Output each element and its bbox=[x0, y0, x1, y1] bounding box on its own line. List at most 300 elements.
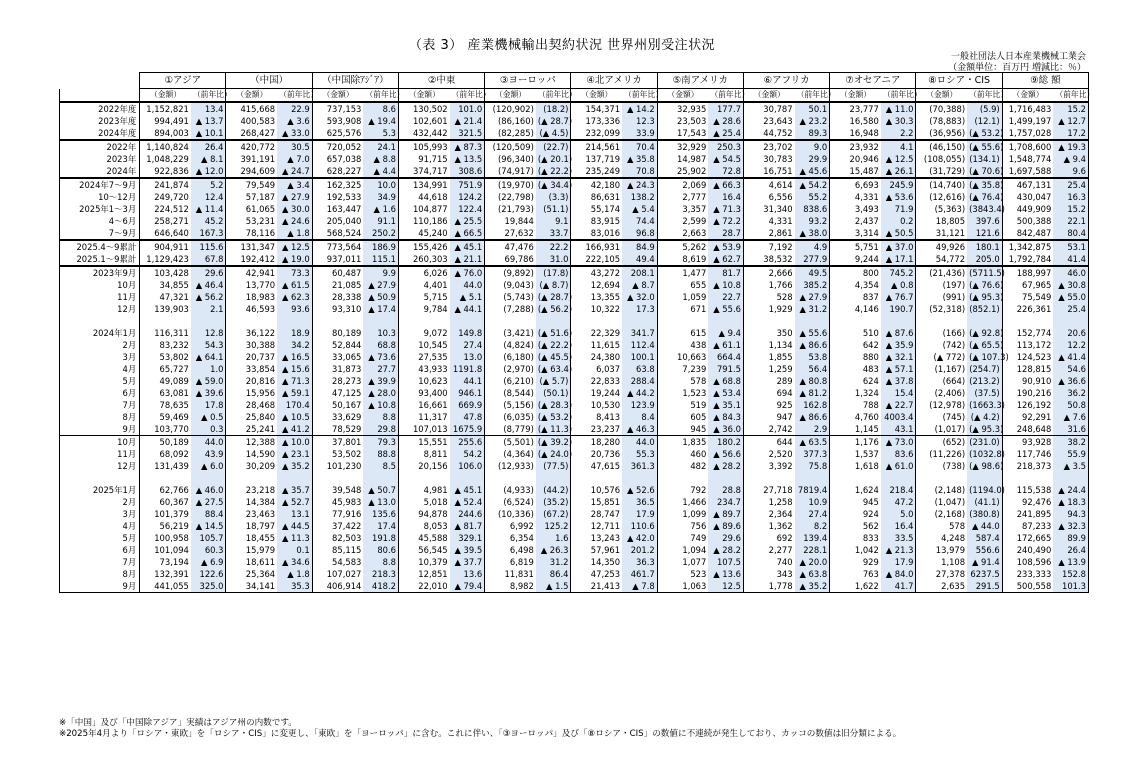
pct-cell: 60.3 bbox=[191, 544, 226, 556]
amount-cell: 69,786 bbox=[504, 254, 534, 264]
table-row bbox=[60, 279, 1089, 291]
amount-cell: 1,342,875 bbox=[1002, 240, 1053, 253]
amount-cell: 2,861 bbox=[768, 228, 793, 238]
pct-cell: (77.5) bbox=[536, 460, 571, 472]
amount-cell: 10,322 bbox=[590, 304, 621, 314]
amount-cell: (12,616) bbox=[929, 192, 966, 202]
amount-cell bbox=[485, 315, 536, 327]
row-label: 7～9月 bbox=[60, 227, 140, 240]
amount-cell: 1,622 bbox=[830, 580, 881, 593]
pct-cell: 115.6 bbox=[191, 240, 226, 253]
pct-cell: ▲ 4.4 bbox=[363, 165, 398, 178]
table-row bbox=[60, 178, 1089, 191]
amount-cell: 15,979 bbox=[245, 545, 276, 555]
amount-cell: 172,665 bbox=[1016, 533, 1052, 543]
header-corner-sub bbox=[60, 89, 140, 103]
pct-cell: ▲ 30.0 bbox=[277, 203, 312, 215]
table-body bbox=[60, 102, 1089, 593]
amount-cell: 7,239 bbox=[682, 364, 707, 374]
amount-cell: 12,711 bbox=[590, 521, 621, 531]
footnote-1: ※「中国」及び「中国除アジア」実績はアジア州の内数です。 bbox=[59, 718, 297, 728]
amount-cell: 30,209 bbox=[245, 461, 276, 471]
pct-cell bbox=[881, 315, 916, 327]
pct-cell: ▲ 46.4 bbox=[191, 279, 226, 291]
pct-cell: 38.2 bbox=[1053, 436, 1088, 449]
pct-cell: ▲ 39.5 bbox=[450, 544, 485, 556]
pct-cell: 13.0 bbox=[450, 351, 485, 363]
pct-cell: (852.1) bbox=[967, 303, 1002, 315]
amount-cell: (12,978) bbox=[929, 400, 966, 410]
amount-cell: 3,493 bbox=[854, 204, 879, 214]
amount-cell: 5,018 bbox=[423, 497, 448, 507]
amount-cell: 17,543 bbox=[677, 128, 707, 138]
pct-subheader: （前年比） bbox=[450, 89, 485, 103]
pct-cell: ▲ 57.1 bbox=[881, 363, 916, 375]
row-label: 3月 bbox=[60, 508, 140, 520]
pct-cell: (134.1) bbox=[967, 153, 1002, 165]
amount-cell: 11,317 bbox=[418, 412, 448, 422]
amount-cell: (21,793) bbox=[498, 204, 534, 214]
pct-cell: (▲ 24.0) bbox=[537, 449, 573, 459]
region-header: ⑧ロシア・CIS bbox=[916, 73, 1002, 89]
amount-cell: 10,623 bbox=[418, 376, 448, 386]
pct-cell: ▲ 55.6 bbox=[795, 327, 830, 339]
amount-cell: (120,902) bbox=[485, 102, 536, 115]
pct-cell: 397.6 bbox=[967, 215, 1002, 227]
pct-cell: 162.8 bbox=[795, 399, 830, 411]
pct-cell: 587.4 bbox=[967, 532, 1002, 544]
pct-cell: (▲ 65.5) bbox=[969, 340, 1004, 350]
pct-cell: 325.0 bbox=[191, 580, 226, 593]
pct-cell: ▲ 72.2 bbox=[708, 215, 743, 227]
amount-cell: 23,218 bbox=[245, 485, 276, 495]
pct-cell: (▲ 55.6) bbox=[969, 142, 1004, 152]
amount-cell: 14,590 bbox=[245, 449, 276, 459]
amount-cell: (11,226) bbox=[929, 449, 966, 459]
pct-cell: ▲ 6.0 bbox=[191, 460, 226, 472]
amount-cell: 1,929 bbox=[768, 304, 793, 314]
pct-cell: ▲ 23.2 bbox=[795, 115, 830, 127]
amount-cell: 374,717 bbox=[412, 166, 448, 176]
amount-cell: 3,314 bbox=[854, 228, 879, 238]
pct-cell: (▲ 56.2) bbox=[537, 304, 573, 314]
pct-cell bbox=[191, 472, 226, 484]
pct-cell: 669.9 bbox=[450, 399, 485, 411]
pct-cell: (▲ 20.1) bbox=[537, 154, 573, 164]
amount-cell: 1,108 bbox=[941, 557, 966, 567]
pct-cell: ▲ 44.1 bbox=[450, 303, 485, 315]
pct-cell: (▲ 35.8) bbox=[969, 180, 1004, 190]
amount-cell: 63,081 bbox=[159, 388, 189, 398]
pct-cell: ▲ 8.8 bbox=[363, 153, 398, 165]
pct-cell: 385.2 bbox=[795, 279, 830, 291]
amount-cell: 61,065 bbox=[245, 204, 276, 214]
pct-cell: (▲ 51.6) bbox=[537, 328, 573, 338]
amount-cell: 205,040 bbox=[326, 216, 362, 226]
amount-cell: 4,331 bbox=[854, 192, 879, 202]
pct-cell: ▲ 35.8 bbox=[622, 153, 657, 165]
amount-cell: 657,038 bbox=[326, 154, 362, 164]
pct-cell: 123.9 bbox=[622, 399, 657, 411]
amount-cell: 53,502 bbox=[332, 449, 362, 459]
amount-cell: 59,469 bbox=[159, 412, 189, 422]
row-label: 9月 bbox=[60, 580, 140, 593]
amount-cell: (86,160) bbox=[498, 116, 534, 126]
pct-cell: 13.4 bbox=[191, 102, 226, 115]
amount-cell: 8,413 bbox=[596, 412, 621, 422]
amount-cell: 578 bbox=[949, 521, 966, 531]
pct-cell: ▲ 30.8 bbox=[1053, 279, 1088, 291]
pct-cell: (▲ 53.2) bbox=[537, 412, 573, 422]
pct-cell: 139.4 bbox=[795, 532, 830, 544]
pct-cell: 15.2 bbox=[1053, 203, 1088, 215]
amount-cell: 218,373 bbox=[1016, 461, 1052, 471]
table-row bbox=[60, 423, 1089, 436]
amount-cell: 152,774 bbox=[1016, 328, 1052, 338]
pct-cell: 4.9 bbox=[795, 240, 830, 253]
amount-subheader: （金額） bbox=[916, 89, 967, 103]
amount-cell: 19,844 bbox=[504, 216, 534, 226]
pct-cell: ▲ 28.0 bbox=[363, 387, 398, 399]
amount-cell: 103,428 bbox=[140, 266, 191, 279]
pct-cell: ▲ 87.6 bbox=[881, 327, 916, 339]
pct-cell: ▲ 53.4 bbox=[708, 387, 743, 399]
table-row bbox=[60, 484, 1089, 496]
pct-cell: 791.5 bbox=[708, 363, 743, 375]
amount-cell: 134,991 bbox=[398, 178, 449, 191]
pct-cell: 88.8 bbox=[363, 448, 398, 460]
amount-cell: 6,819 bbox=[509, 557, 534, 567]
pct-cell: 27.7 bbox=[363, 363, 398, 375]
row-label: 7月 bbox=[60, 556, 140, 568]
pct-cell bbox=[277, 315, 312, 327]
amount-cell: 350 bbox=[776, 328, 793, 338]
pct-cell: 86.4 bbox=[536, 568, 571, 580]
amount-cell: 60,487 bbox=[312, 266, 363, 279]
amount-cell: 10,379 bbox=[418, 557, 448, 567]
pct-cell: 191.8 bbox=[363, 532, 398, 544]
amount-cell: 47,615 bbox=[590, 461, 621, 471]
row-label: 2025.1～9累計 bbox=[60, 253, 140, 266]
amount-cell: 52,844 bbox=[332, 340, 362, 350]
pct-cell: ▲ 1.8 bbox=[277, 227, 312, 240]
pct-cell: 45.2 bbox=[191, 215, 226, 227]
amount-cell: (120,509) bbox=[485, 140, 536, 153]
pct-cell: 47.2 bbox=[881, 496, 916, 508]
pct-cell: (17.8) bbox=[536, 266, 571, 279]
amount-cell: 60,367 bbox=[159, 497, 189, 507]
pct-cell: 0.3 bbox=[191, 423, 226, 436]
pct-cell: 13.1 bbox=[277, 508, 312, 520]
amount-cell: 1,537 bbox=[854, 449, 879, 459]
pct-cell: 44.1 bbox=[450, 375, 485, 387]
amount-cell: 925 bbox=[776, 400, 793, 410]
pct-cell: 250.2 bbox=[363, 227, 398, 240]
pct-cell: ▲ 24.4 bbox=[1053, 484, 1088, 496]
amount-cell: 510 bbox=[862, 328, 879, 338]
amount-cell: 2,437 bbox=[854, 216, 879, 226]
table-row bbox=[60, 399, 1089, 411]
pct-cell: 125.2 bbox=[536, 520, 571, 532]
amount-cell: 25,902 bbox=[677, 166, 707, 176]
pct-cell: ▲ 27.5 bbox=[191, 496, 226, 508]
pct-cell: ▲ 35.2 bbox=[277, 460, 312, 472]
pct-cell: ▲ 46.3 bbox=[622, 423, 657, 436]
amount-cell: 1,477 bbox=[657, 266, 708, 279]
amount-cell: 837 bbox=[862, 292, 879, 302]
pct-cell: ▲ 41.2 bbox=[277, 423, 312, 436]
pct-cell: 177.7 bbox=[708, 102, 743, 115]
pct-cell: 73.3 bbox=[277, 266, 312, 279]
pct-cell: (▲ 107.3) bbox=[969, 352, 1009, 362]
pct-cell: 2.1 bbox=[191, 303, 226, 315]
amount-cell: 1,324 bbox=[854, 388, 879, 398]
pct-cell: 25.4 bbox=[1053, 178, 1088, 191]
amount-cell: 922,836 bbox=[154, 166, 189, 176]
amount-cell: 45,983 bbox=[332, 497, 362, 507]
pct-cell: 68.8 bbox=[363, 339, 398, 351]
pct-cell: (▲ 63.4) bbox=[537, 364, 573, 374]
amount-cell: 4,614 bbox=[743, 178, 794, 191]
pct-cell: ▲ 61.0 bbox=[881, 460, 916, 472]
table-row bbox=[60, 240, 1089, 253]
pct-cell: ▲ 54.5 bbox=[708, 153, 743, 165]
pct-cell: ▲ 35.7 bbox=[277, 484, 312, 496]
table-row bbox=[60, 315, 1089, 327]
pct-cell: (▲ 11.3) bbox=[537, 424, 573, 434]
amount-cell: (2,406) bbox=[934, 388, 966, 398]
amount-cell: 67,965 bbox=[1022, 280, 1052, 290]
pct-cell: (▲ 53.2) bbox=[969, 128, 1004, 138]
amount-cell: 32,935 bbox=[657, 102, 708, 115]
amount-subheader: （金額） bbox=[485, 89, 536, 103]
amount-cell: 773,564 bbox=[312, 240, 363, 253]
pct-cell: ▲ 14.2 bbox=[622, 102, 657, 115]
pct-cell: 83.6 bbox=[881, 448, 916, 460]
pct-cell: 44.0 bbox=[450, 279, 485, 291]
amount-cell: 2,599 bbox=[682, 216, 707, 226]
amount-cell: 104,877 bbox=[412, 204, 448, 214]
amount-cell: 1,548,774 bbox=[1008, 154, 1052, 164]
region-header: ①アジア bbox=[140, 73, 226, 89]
pct-cell: ▲ 12.7 bbox=[1053, 115, 1088, 127]
region-header: ②中東 bbox=[398, 73, 484, 89]
pct-cell: 96.8 bbox=[622, 227, 657, 240]
pct-cell: ▲ 56.6 bbox=[708, 448, 743, 460]
amount-cell: 33,854 bbox=[245, 364, 276, 374]
pct-cell: 228.1 bbox=[795, 544, 830, 556]
amount-subheader: （金額） bbox=[571, 89, 622, 103]
amount-cell: 80,189 bbox=[332, 328, 362, 338]
pct-cell: ▲ 11.3 bbox=[277, 532, 312, 544]
row-label: 2024年7～9月 bbox=[60, 178, 140, 191]
pct-cell: 17.4 bbox=[363, 520, 398, 532]
amount-cell: (82,285) bbox=[498, 128, 534, 138]
amount-cell: 92,291 bbox=[1022, 412, 1052, 422]
pct-cell: (▲ 28.7) bbox=[537, 292, 573, 302]
pct-cell: 288.4 bbox=[622, 375, 657, 387]
row-label: 2024年度 bbox=[60, 127, 140, 140]
amount-cell: 43,933 bbox=[418, 364, 448, 374]
amount-cell: 57,961 bbox=[590, 545, 621, 555]
pct-cell: ▲ 22.7 bbox=[881, 399, 916, 411]
pct-cell: 16.3 bbox=[1053, 191, 1088, 203]
pct-cell: ▲ 35.9 bbox=[881, 339, 916, 351]
amount-cell: 15,851 bbox=[590, 497, 621, 507]
pct-cell bbox=[622, 472, 657, 484]
pct-cell: 89.3 bbox=[795, 127, 830, 140]
amount-cell: 14,987 bbox=[677, 154, 707, 164]
amount-cell: 523 bbox=[690, 569, 707, 579]
amount-cell: 131,347 bbox=[226, 240, 277, 253]
amount-cell bbox=[140, 315, 191, 327]
amount-cell: 2,635 bbox=[916, 580, 967, 593]
pct-cell: ▲ 11.4 bbox=[191, 203, 226, 215]
pct-cell: ▲ 61.1 bbox=[708, 339, 743, 351]
pct-cell: (▲ 70.6) bbox=[969, 166, 1004, 176]
amount-cell: 107,013 bbox=[412, 424, 448, 434]
pct-cell: ▲ 76.0 bbox=[450, 266, 485, 279]
amount-cell: 756 bbox=[690, 521, 707, 531]
amount-cell: 34,855 bbox=[159, 280, 189, 290]
amount-cell: 258,271 bbox=[154, 216, 189, 226]
amount-cell: 4,760 bbox=[854, 412, 879, 422]
amount-cell: 562 bbox=[862, 521, 879, 531]
pct-cell: 8.4 bbox=[622, 411, 657, 423]
amount-cell: 47,125 bbox=[332, 388, 362, 398]
amount-cell bbox=[226, 315, 277, 327]
amount-cell: 833 bbox=[862, 533, 879, 543]
amount-cell: (2,148) bbox=[934, 485, 966, 495]
pct-cell: ▲ 35.1 bbox=[708, 399, 743, 411]
amount-cell: 294,609 bbox=[240, 166, 276, 176]
pct-cell: (▲ 5.7) bbox=[536, 375, 571, 387]
row-label: 2022年 bbox=[60, 140, 140, 153]
amount-cell: 16,580 bbox=[849, 116, 879, 126]
row-label: 2023年度 bbox=[60, 115, 140, 127]
pct-cell: 12.8 bbox=[191, 327, 226, 339]
table-row bbox=[60, 165, 1089, 178]
amount-cell: 32,929 bbox=[657, 140, 708, 153]
region-header: ③ヨーロッパ bbox=[485, 73, 571, 89]
pct-cell: 135.6 bbox=[363, 508, 398, 520]
pct-cell: ▲ 56.2 bbox=[191, 291, 226, 303]
amount-cell: 12,388 bbox=[226, 436, 277, 449]
table-row bbox=[60, 339, 1089, 351]
pct-cell: 22.2 bbox=[536, 240, 571, 253]
amount-cell: 248,648 bbox=[1016, 424, 1052, 434]
amount-cell: 2,666 bbox=[743, 266, 794, 279]
pct-cell: 28.7 bbox=[708, 227, 743, 240]
pct-cell: ▲ 66.5 bbox=[450, 227, 485, 240]
amount-cell: 31,873 bbox=[332, 364, 362, 374]
pct-cell bbox=[708, 315, 743, 327]
pct-cell: 43.9 bbox=[191, 448, 226, 460]
table-row bbox=[60, 387, 1089, 399]
pct-cell: ▲ 21.4 bbox=[450, 115, 485, 127]
amount-cell: 1,792,784 bbox=[1008, 254, 1052, 264]
amount-cell: 945 bbox=[862, 497, 879, 507]
pct-cell: 10.9 bbox=[795, 496, 830, 508]
amount-cell: 1,855 bbox=[768, 352, 793, 362]
amount-cell: 904,911 bbox=[140, 240, 191, 253]
amount-cell: 128,815 bbox=[1016, 364, 1052, 374]
amount-cell: 54,583 bbox=[332, 557, 362, 567]
amount-cell: 18,983 bbox=[245, 292, 276, 302]
pct-cell bbox=[363, 472, 398, 484]
organization-info bbox=[948, 52, 1086, 74]
pct-cell: ▲ 19.3 bbox=[1053, 140, 1088, 153]
pct-cell: 36.5 bbox=[622, 496, 657, 508]
pct-cell: ▲ 37.8 bbox=[881, 375, 916, 387]
amount-cell: 22,833 bbox=[590, 376, 621, 386]
pct-cell: 91.1 bbox=[363, 215, 398, 227]
amount-cell: 115,538 bbox=[1016, 485, 1052, 495]
amount-cell: 1,042 bbox=[854, 545, 879, 555]
amount-cell: 644 bbox=[743, 436, 794, 449]
amount-cell: 6,037 bbox=[596, 364, 621, 374]
pct-cell: ▲ 45.6 bbox=[795, 165, 830, 178]
amount-cell: 6,026 bbox=[398, 266, 449, 279]
pct-cell: 7819.4 bbox=[795, 484, 830, 496]
amount-cell: 162,325 bbox=[312, 178, 363, 191]
table-row bbox=[60, 375, 1089, 387]
pct-cell: ▲ 89.7 bbox=[708, 508, 743, 520]
amount-cell: (745) bbox=[942, 412, 966, 422]
pct-subheader: （前年比） bbox=[1053, 89, 1088, 103]
pct-cell: ▲ 21.3 bbox=[881, 544, 916, 556]
table-row bbox=[60, 227, 1089, 240]
pct-cell: ▲ 45.1 bbox=[450, 484, 485, 496]
amount-cell: 54,772 bbox=[935, 254, 966, 264]
table-row bbox=[60, 508, 1089, 520]
amount-cell: (2,168) bbox=[934, 509, 966, 519]
pct-cell: 106.0 bbox=[450, 460, 485, 472]
amount-cell: 391,191 bbox=[240, 154, 276, 164]
pct-cell: (12.1) bbox=[967, 115, 1002, 127]
amount-cell: 102,601 bbox=[412, 116, 448, 126]
amount-cell: (9,892) bbox=[485, 266, 536, 279]
pct-cell: (▲ 4.5) bbox=[536, 127, 571, 140]
row-label: 3月 bbox=[60, 351, 140, 363]
amount-cell bbox=[485, 472, 536, 484]
amount-cell: (46,150) bbox=[916, 140, 967, 153]
pct-cell: ▲ 64.1 bbox=[191, 351, 226, 363]
pct-cell: ▲ 91.4 bbox=[967, 556, 1002, 568]
pct-subheader: （前年比） bbox=[708, 89, 743, 103]
table-row bbox=[60, 127, 1089, 140]
amount-cell: 500,388 bbox=[1016, 216, 1052, 226]
pct-cell: ▲ 24.6 bbox=[277, 215, 312, 227]
amount-cell bbox=[1002, 315, 1053, 327]
pct-cell: 74.4 bbox=[622, 215, 657, 227]
region-header: ⑥アフリカ bbox=[743, 73, 829, 89]
pct-cell: 29.8 bbox=[363, 423, 398, 436]
amount-cell: 22,010 bbox=[398, 580, 449, 593]
pct-cell: ▲ 53.6 bbox=[881, 191, 916, 203]
amount-cell: 192,533 bbox=[326, 192, 362, 202]
pct-cell: ▲ 35.2 bbox=[795, 580, 830, 593]
pct-cell: 41.7 bbox=[881, 580, 916, 593]
table-row bbox=[60, 496, 1089, 508]
pct-cell: 8.8 bbox=[363, 411, 398, 423]
pct-cell: 22.9 bbox=[277, 102, 312, 115]
amount-cell: (5,156) bbox=[503, 400, 534, 410]
amount-cell: 8,619 bbox=[682, 254, 707, 264]
pct-cell: (▲ 39.2) bbox=[537, 437, 573, 447]
amount-cell: 101,094 bbox=[154, 545, 189, 555]
amount-cell: 528 bbox=[776, 292, 793, 302]
